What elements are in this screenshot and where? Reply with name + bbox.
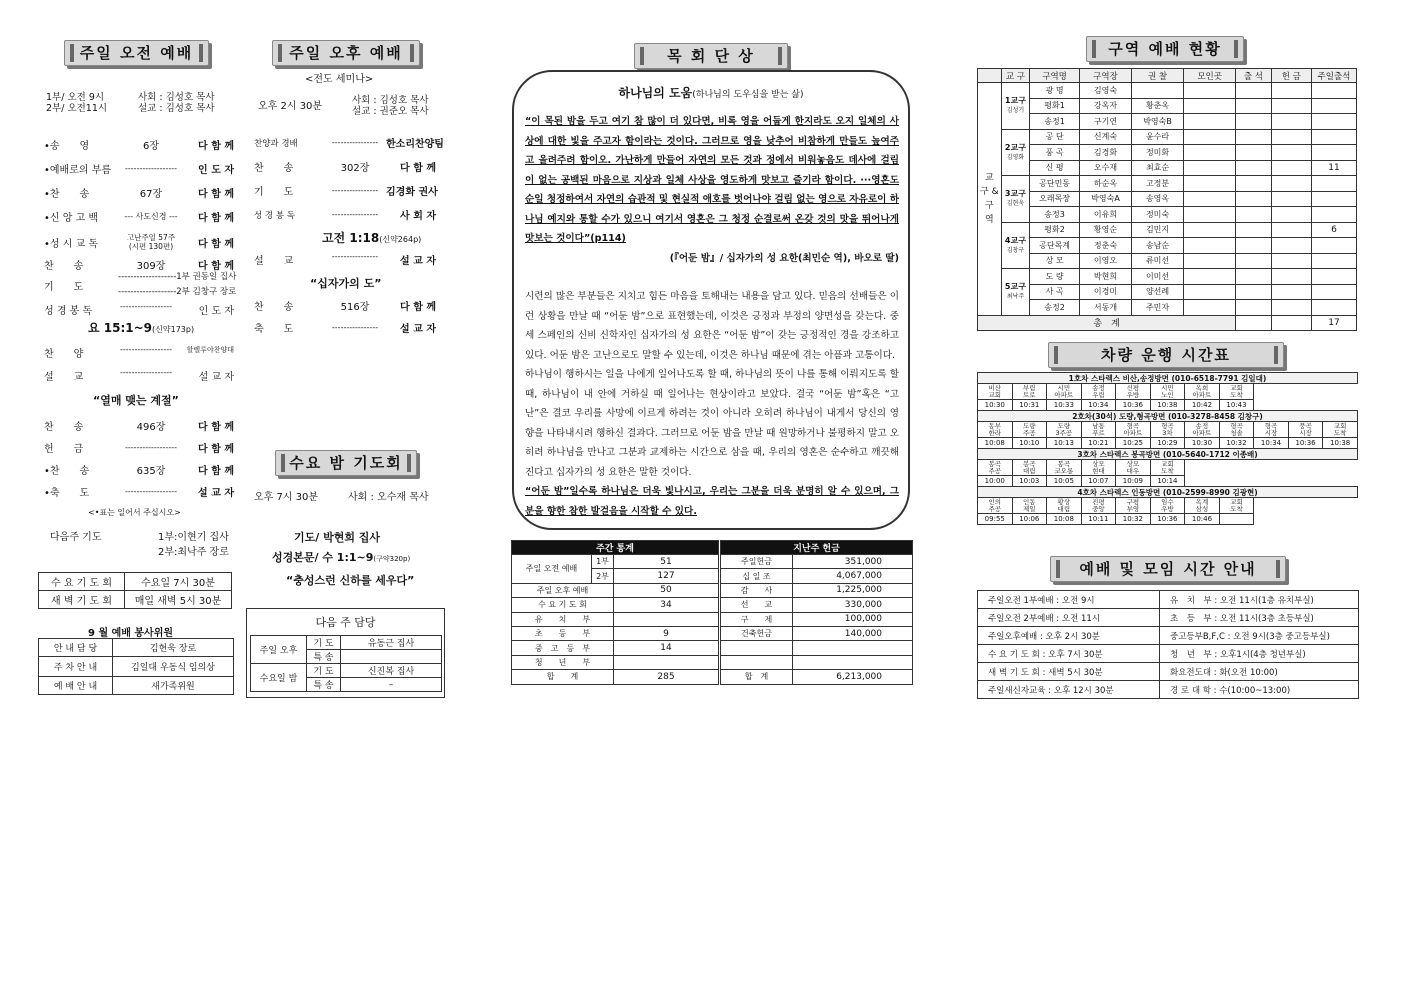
stats-row: 유 치 부 <box>512 612 719 626</box>
item-mid: ---------------- <box>331 210 379 219</box>
sunday-morning-title: 주일 오전 예배 <box>64 40 209 66</box>
item-mid: ------------------ <box>125 487 177 496</box>
cell-row: 평화1 강옥자 황춘옥 <box>978 98 1357 114</box>
item-mid: 67장 <box>139 189 163 200</box>
afternoon-row <box>254 159 436 174</box>
morning-row <box>44 233 234 251</box>
cell-row: 2교구 김영화 공 단 신계숙 윤수라 <box>978 129 1357 145</box>
meeting-row: 주일새신자교육 : 오후 12시 30분 경 로 대 학 : 수(10:00~13:00) <box>978 681 1359 699</box>
cell-header: 구역명 <box>1030 69 1080 83</box>
morning-sermon-title: “열매 맺는 계절” <box>93 394 179 407</box>
item-name: •신 앙 고 백 <box>44 213 99 224</box>
afternoon-2-row <box>254 320 436 335</box>
morning-row <box>44 209 234 224</box>
sermon-p3: 하나님이 행하시는 일을 나에게 일어나도록 할 때, 하나님의 뜻이 나를 통해 이뤄지도록 할 때, 하나님이 내 안에 거하실 때 일어나는 현상이라고 보았다. 결국 “어둔 밤”혹은 “고난”은 결코 우리를 사망에 이르게 하려는 것이 아니라 오히려 하나님이 내게서 당신의 영향을 나타내시려 행하신 결과다. 그러므로 어둔 밤을 만날 때 원망하거나 불평하지 말고 오히려 하나님을 만나고 그분과 교제하는 시간으로 삼을 때, 우리의 영혼은 순수하고 깨끗해진다고 십자가의 성 요한은 말한 것이다. <box>525 369 899 478</box>
item-role: 한소리찬양팀 <box>386 139 444 150</box>
bus-route-table: 3호차 스타렉스 봉곡방면 (010-5640-1712 이종배) 봉곡 주공 봉곡 대림 봉곡 코오롱 상모 현대 상모 대우 교회 도착 10:00 10:03 10:05 10:07 10:09 10:14 <box>977 448 1358 487</box>
item-mid: 6장 <box>142 141 160 152</box>
morning-sermon-row: 설 교 ------------------ 설 교 자 <box>44 368 234 383</box>
offering-row: 합 계 6,213,000 <box>721 670 913 684</box>
stats-row: 주일 오전 예배 1부 51 <box>512 555 719 569</box>
cell-row: 사 곡 이경미 양선례 <box>978 284 1357 300</box>
item-name: 찬양과 경배 <box>254 138 298 149</box>
stats-row: 중 고 등 부 14 <box>512 641 719 655</box>
morning-times: 1부/ 오전 9시 2부/ 오전11시 <box>46 92 108 114</box>
afternoon-sermon-title: “십자가의 도” <box>310 277 382 290</box>
sermon-quote: “이 목된 밤을 두고 여기 참 많이 더 있다면, 비록 영을 어둡게 한지라도 오지 일체의 사상에 대한 빛을 주고자 함이라는 것이다. 그러므로 영을 낮추어 비참하게 만들도 높여주고 올려주려 함이오. 가난하게 만들어 자연의 모든 것과 정에서 비워놓음도 데사에 걸림이 없는 공백된 마음으로 지상과 일체 사상을 영도하게 맛보고 즐기라 함이다. ···영혼도 순일 청정하여서 자연의 습관적 및 현실적 애호를 벗어나야 걸림 없는 영으로 자유로이 하나님 예지와 통할 수가 있으니 여기서 영혼은 그 청정 순결로써 온갖 것의 맛을 뛰어나게 맛보는 것이다”(p114) <box>525 116 899 244</box>
offering-row: 선 교 330,000 <box>721 598 913 612</box>
item-role: 다 함 께 <box>198 261 234 272</box>
cell-total-row: 총 계 17 <box>978 315 1357 330</box>
morning-praise-row: 찬 양 ------------------ 할렐루야찬양대 <box>44 345 234 360</box>
offering-row <box>721 655 913 669</box>
item-role: 설 교 자 <box>198 488 234 499</box>
afternoon-row <box>254 183 436 198</box>
stats-row: 주일 오후 예배 50 <box>512 583 719 597</box>
dash: ------------------ <box>120 302 172 311</box>
item-mid: 496장 <box>136 422 166 433</box>
item-name: •찬 송 <box>44 189 90 200</box>
item-name: 찬 송 <box>44 261 84 272</box>
item-role: 다 함 께 <box>198 141 234 152</box>
wednesday-title: 수요 밤 기도회 <box>275 450 417 476</box>
next-duty-table: 주일 오후 기 도 유동근 집사 특 송 수요일 밤 기 도 신진복 집사 특 송 – <box>250 635 442 692</box>
item-name: •송 영 <box>44 141 90 152</box>
prayer-meeting-table: 수 요 기 도 회 수요일 7시 30분 새 벽 기 도 회 매일 새벽 5시 30분 <box>38 572 232 609</box>
morning-prayer-1: -------------------1부 권동일 집사 <box>118 272 237 282</box>
item-mid: 309장 <box>136 261 166 272</box>
offering-row <box>721 641 913 655</box>
bus-schedule <box>977 372 1358 525</box>
cell-header: 출 석 <box>1236 69 1272 83</box>
next-duty-title: 다음 주 담당 <box>315 616 376 629</box>
offering-row: 감 사 1,225,000 <box>721 583 913 597</box>
pastor-column-title: 목 회 단 상 <box>634 43 788 69</box>
stats-row: 초 등 부 9 <box>512 626 719 640</box>
meeting-row: 주일오전 1부예배 : 오전 9시 유 치 부 : 오전 11시(1층 유치부실) <box>978 591 1359 609</box>
cell-group-title: 구역 예배 현황 <box>1086 36 1244 62</box>
bus-route-table: 4호차 스타렉스 인동방면 (010-2599-8990 김광현) 인의 주공 인동 제일 황상 대림 진평 중앙 구평 부영 임수 우방 옥계 삼성 교회 도착 09:55 10:06 10:08 10:11 10:32 10:36 10:46 <box>977 486 1358 525</box>
wednesday-sermon: “충성스런 신하를 세우다” <box>286 574 415 587</box>
meeting-row: 주일오전 2부예배 : 오전 11시 초 등 부 : 오전 11시(3층 초등부실) <box>978 609 1359 627</box>
next-prayer-2: 2부:최낙주 장로 <box>158 547 229 558</box>
afternoon-sermon-row: 설 교 ---------------- 설 교 자 <box>254 252 436 267</box>
morning-row <box>44 185 234 200</box>
afternoon-2-row <box>254 298 436 313</box>
morning-scripture: 요 15:1~9(신약173p) <box>88 321 195 335</box>
cell-header: 주일출석 <box>1311 69 1356 83</box>
item-name: 기 도 <box>254 187 294 198</box>
afternoon-preacher: 설교 : 권준오 목사 <box>352 106 429 117</box>
morning-preacher: 설교 : 김성호 목사 <box>138 103 215 114</box>
sermon-head: 하나님의 도움(하나님의 도우심을 받는 삶) <box>618 86 804 100</box>
afternoon-leader: 사회 : 김성호 목사 <box>352 95 429 106</box>
offering-row: 건축헌금 140,000 <box>721 626 913 640</box>
item-name: •성 시 교 독 <box>44 238 99 250</box>
morning-row <box>44 161 234 176</box>
cell-row: 상 모 이영오 류미선 <box>978 253 1357 269</box>
afternoon-scripture: 고전 1:18(신약264p) <box>322 231 422 245</box>
sermon-p2: 시련의 많은 부분들은 지치고 힘든 마음을 토해내는 내용을 담고 있다. 믿음의 선배들은 이런 상황을 만날 때 “어둔 밤”으로 표현했는데, 이것은 긍정과 부정의 양면성을 갖는다. 중세 스페인의 신비 신학자인 십자가의 성 요한은 “어둔 밤”이 갖는 긍정적인 경을 강조하고 있다. 어둔 밤은 고난으로도 말할 수 있는데, 이것은 하나님 때문에 겪는 아픔과 고통이다. <box>525 291 899 361</box>
item-role: 다 함 께 <box>198 189 234 200</box>
bus-title: 차량 운행 시간표 <box>1048 342 1284 368</box>
item-role: 다 함 께 <box>198 466 234 477</box>
wednesday-leader: 사회 : 오수재 목사 <box>348 492 429 503</box>
item-name: 헌 금 <box>44 444 84 455</box>
morning-2-row <box>44 484 234 499</box>
item-mid: ------------------ <box>125 164 177 173</box>
item-mid: 635장 <box>136 466 166 477</box>
cell-header: 구역장 <box>1079 69 1131 83</box>
wednesday-prayer: 기도/ 박현희 집사 <box>294 531 381 544</box>
stats-row: 2부 127 <box>512 569 719 583</box>
item-name: •찬 송 <box>44 466 90 477</box>
wednesday-time: 오후 7시 30분 <box>254 492 319 503</box>
serve-title: 9 월 예배 봉사위원 <box>88 628 174 639</box>
item-role: 다 함 께 <box>198 238 234 250</box>
item-name: 찬 송 <box>254 302 294 313</box>
serve-table: 안 내 담 당 김현욱 장로 주 차 안 내 김일대 우동식 임의상 예 배 안 내 새가족위원 <box>38 638 234 695</box>
meeting-row: 새 벽 기 도 회 : 새벽 5시 30분 화요전도대 : 화(오전 10:00) <box>978 663 1359 681</box>
stats-row: 수 요 기 도 회 34 <box>512 598 719 612</box>
role: 인 도 자 <box>198 306 234 317</box>
meeting-title: 예배 및 모임 시간 안내 <box>1050 556 1286 582</box>
meeting-row: 수 요 기 도 회 : 오후 7시 30분 청 년 부 : 오후1시(4층 청년부실) <box>978 645 1359 663</box>
item-role: 설 교 자 <box>400 324 436 335</box>
offering-table: 지난주 헌금 주일헌금 351,000 십 일 조 4,067,000 감 사 1,225,000 선 교 330,000 구 제 100,000 건축헌금 140,000 합 계 6,213,000 <box>720 540 913 685</box>
cell-row: 교 구 & 구 역 1교구 김성기 광 명 김영숙 <box>978 83 1357 99</box>
morning-prayer-2: -------------------2부 김창구 장로 <box>118 287 237 297</box>
offering-row: 구 제 100,000 <box>721 612 913 626</box>
item-mid: 고난주일 57주 (시편 130편) <box>126 233 176 251</box>
afternoon-row <box>254 207 436 222</box>
cell-header: 권 찰 <box>1132 69 1184 83</box>
bus-route-table: 1호차 스타렉스 비산,송정방면 (010-6518-7791 김일대) 비산 교회 부림 트로 시민 아파트 송정 우림 신평 우방 시민 노인 옥희 아파트 교회 도착 10:30 10:31 10:33 10:34 10:36 10:38 10:42 10:43 <box>977 372 1358 411</box>
sermon-p4: “어둔 밤”일수록 하나님은 더욱 빛나시고, 우리는 그분을 더욱 분명히 알 수 있으며, 그분을 향한 참한 발걸음을 시작할 수 있다. <box>525 486 899 517</box>
next-prayer-1: 1부:이현기 집사 <box>158 532 229 543</box>
item-name: •예배로의 부름 <box>44 165 112 176</box>
cell-row: 신 평 오수재 최효순 11 <box>978 160 1357 176</box>
cell-row: 송정3 이유희 정미숙 <box>978 207 1357 223</box>
item-mid: 516장 <box>340 302 370 313</box>
next-prayer-label: 다음주 기도 <box>50 532 102 543</box>
item-role: 다 함 께 <box>198 213 234 224</box>
cell-header: 모인곳 <box>1184 69 1236 83</box>
cell-row: 3교구 김현욱 공단민동 하순옥 고정분 <box>978 176 1357 192</box>
cell-row: 5교구 최낙주 도 량 박현희 이미선 <box>978 269 1357 285</box>
offering-row: 십 일 조 4,067,000 <box>721 569 913 583</box>
meeting-row: 주일오후예배 : 오후 2시 30분 중고등부B,F,C : 오전 9시(3층 중고등부실) <box>978 627 1359 645</box>
morning-prayer-label: 기 도 <box>44 282 84 293</box>
weekly-stats-table: 주간 통계 주일 오전 예배 1부 51 2부 127 주일 오후 예배 50 수 요 기 도 회 34 유 치 부 초 등 부 9 중 고 등 부 14 청 년 부 합 계 285 <box>511 540 719 685</box>
cell-row: 송정2 서동개 주민자 <box>978 300 1357 316</box>
sermon-body <box>525 112 899 521</box>
item-name: 찬 송 <box>44 422 84 433</box>
sunday-afternoon-title: 주일 오후 예배 <box>272 40 420 66</box>
wednesday-scripture: 성경본문/ 수 1:1~9(구약320p) <box>272 551 411 564</box>
stats-row: 합 계 285 <box>512 670 719 684</box>
afternoon-row <box>254 135 444 150</box>
afternoon-sub: <전도 세미나> <box>305 74 374 85</box>
cell-group-table <box>977 68 1357 331</box>
item-role: 다 함 께 <box>198 422 234 433</box>
morning-leader: 사회 : 김성호 목사 <box>138 92 215 103</box>
meeting-table <box>977 590 1359 699</box>
item-role: 사 회 자 <box>400 211 436 222</box>
item-mid: ---------------- <box>331 138 379 147</box>
item-role: 다 함 께 <box>400 302 436 313</box>
stand-note: <•표는 일어서 주십시오> <box>88 508 181 517</box>
morning-2-row <box>44 462 234 477</box>
cell-row: 풍 곡 김경화 정미화 <box>978 145 1357 161</box>
item-role: 김경화 권사 <box>386 187 438 198</box>
bus-route-table: 2호차(30석) 도량,형곡방면 (010-3278-8458 김창구) 동부 한라 도량 주공 도량 3주공 남통 푸르 형곡 아파트 형곡 3차 송정 아파트 형곡 청솔 형곡 시장 풍곡 시장 교회 도착 10:08 10:10 10:13 10:21 10:25 10:29 10:30 10:32 10:34 10:36 10:38 <box>977 410 1358 449</box>
morning-2-row <box>44 440 234 455</box>
item-role: 인 도 자 <box>198 165 234 176</box>
label: 성 경 봉 독 <box>44 306 93 317</box>
item-mid: ---------------- <box>331 186 379 195</box>
cell-side-label: 교 구 & 구 역 <box>978 83 1002 316</box>
morning-scripture-row <box>44 302 234 317</box>
stats-row: 청 년 부 <box>512 655 719 669</box>
item-role: 다 함 께 <box>400 163 436 174</box>
cell-row: 4교구 김창구 평화2 황영순 김민지 6 <box>978 222 1357 238</box>
cell-row: 오래목장 박영숙A 송영옥 <box>978 191 1357 207</box>
item-name: 성 경 봉 독 <box>254 210 295 221</box>
item-mid: ---------------- <box>331 323 379 332</box>
item-mid: 302장 <box>340 163 370 174</box>
morning-2-row <box>44 418 234 433</box>
cell-row: 공단목계 정춘숙 송남순 <box>978 238 1357 254</box>
morning-row <box>44 137 234 152</box>
item-mid: --- 사도신경 --- <box>124 212 178 221</box>
cell-header: 교 구 <box>1001 69 1030 83</box>
cell-row: 송정1 구기연 박영숙B <box>978 114 1357 130</box>
item-name: 찬 송 <box>254 163 294 174</box>
item-name: •축 도 <box>44 488 90 499</box>
cell-header: 헌 금 <box>1271 69 1311 83</box>
sermon-cite: (『어둔 밤』/ 십자가의 성 요한(최민순 역), 바오로 딸) <box>669 252 899 264</box>
item-mid: ------------------ <box>125 443 177 452</box>
offering-row: 주일헌금 351,000 <box>721 555 913 569</box>
afternoon-time: 오후 2시 30분 <box>258 101 323 112</box>
item-name: 축 도 <box>254 324 294 335</box>
item-role: 다 함 께 <box>198 444 234 455</box>
